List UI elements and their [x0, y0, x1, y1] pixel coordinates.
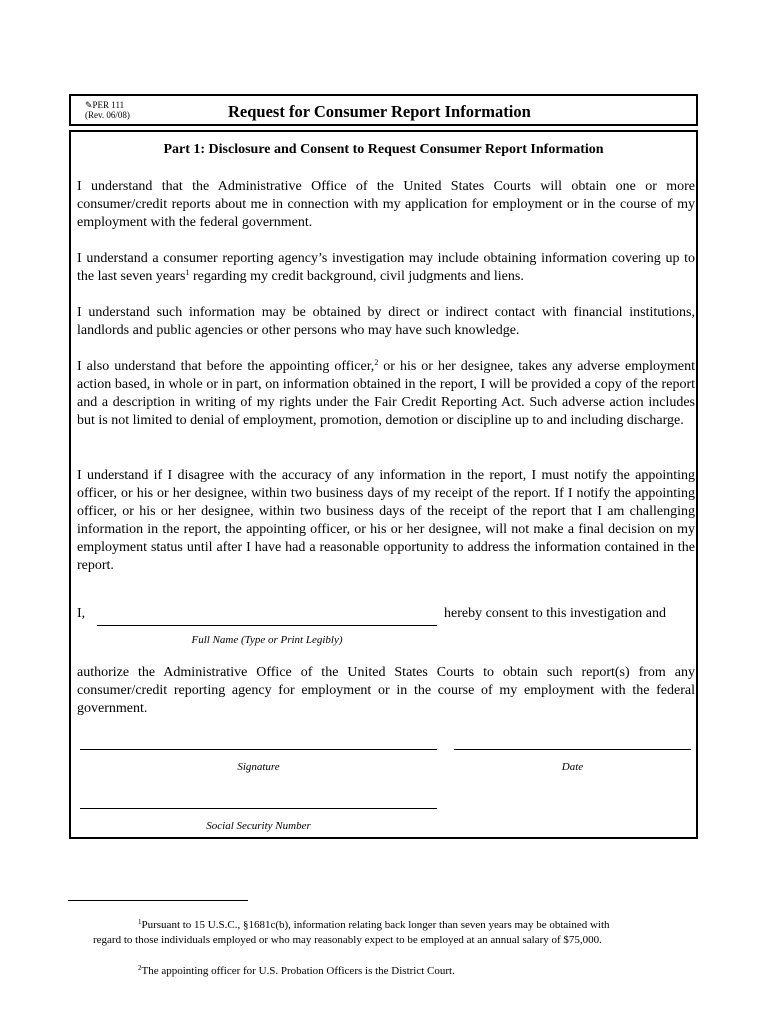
paragraph-consumer-reports: I understand that the Administrative Office of the United States Courts will obtain one or more consumer/credit reports about me in connection with my application for employment or in the course of my employment with the federal government.	[77, 179, 695, 230]
footnote-ref-2: 2	[374, 358, 379, 367]
paragraph-investigation-scope: I understand a consumer reporting agency’s investigation may include obtaining information covering up to the last seven years$^1$ regarding my credit background, civil judgments and liens.	[77, 251, 695, 284]
footnote-1-line-2: regard to those individuals employed or who may reasonably expect to be employed at an annual salary of $75,000.	[93, 934, 602, 946]
form-header	[69, 94, 698, 126]
ssn-caption: Social Security Number	[206, 820, 311, 832]
full-name-caption: Full Name (Type or Print Legibly)	[191, 634, 343, 646]
form-identifier	[85, 100, 130, 120]
paragraph-dispute-rights: I understand if I disagree with the accuracy of any information in the report, I must notify the appointing officer, or his or her designee, within two business days of my receipt of the report. If I notify the appointing officer, or his or her designee, within two business days of the receipt of the report that I am challenging information in the report, the appointing officer, or his or her designee, will not make a final decision on my employment status until after I have had a reasonable opportunity to address the information contained in the report.	[77, 468, 695, 573]
footnote-ref-1: 1	[185, 268, 190, 277]
footnote-2: $^2$The appointing officer for U.S. Probation Officers is the District Court.	[138, 964, 455, 977]
paragraph-information-sources: I understand such information may be obtained by direct or indirect contact with financial institutions, landlords and public agencies or other persons who may have such knowledge.	[77, 305, 695, 338]
footnote-1-mark: 1	[138, 918, 142, 926]
form-title: Request for Consumer Report Information	[228, 102, 531, 121]
consent-suffix: hereby consent to this investigation and	[444, 606, 667, 621]
consent-form-body	[69, 130, 698, 839]
ssn-field[interactable]	[80, 808, 437, 809]
footnote-2-mark: 2	[138, 964, 142, 972]
footnote-divider	[68, 900, 248, 901]
paragraph-authorization: authorize the Administrative Office of the United States Courts to obtain such report(s) from any consumer/credit reporting agency for employment or in the course of my employment with the federal government.	[77, 665, 695, 716]
form-revision: (Rev. 06/08)	[85, 110, 130, 120]
date-field[interactable]	[454, 749, 691, 750]
paragraph-adverse-action: I also understand that before the appointing officer,$^2$ or his or her designee, takes any adverse employment action based, in whole or in part, on information obtained in the report, I will be provided a copy of the report and a description in writing of my rights under the Fair Credit Reporting Act. Such adverse action includes but is not limited to denial of employment, promotion, demotion or discipline up to and including discharge.	[77, 358, 695, 428]
footnote-1-line-1: $^1$Pursuant to 15 U.S.C., §1681c(b), information relating back longer than seven years may be obtained with	[138, 918, 610, 931]
part1-title: Part 1: Disclosure and Consent to Request Consumer Report Information	[163, 142, 604, 157]
signature-field[interactable]	[80, 749, 437, 750]
date-caption: Date	[561, 761, 584, 773]
form-number: ✎PER 111	[85, 100, 125, 110]
full-name-field[interactable]	[97, 625, 437, 626]
signature-caption: Signature	[237, 761, 280, 773]
consent-prefix: I,	[77, 606, 86, 621]
